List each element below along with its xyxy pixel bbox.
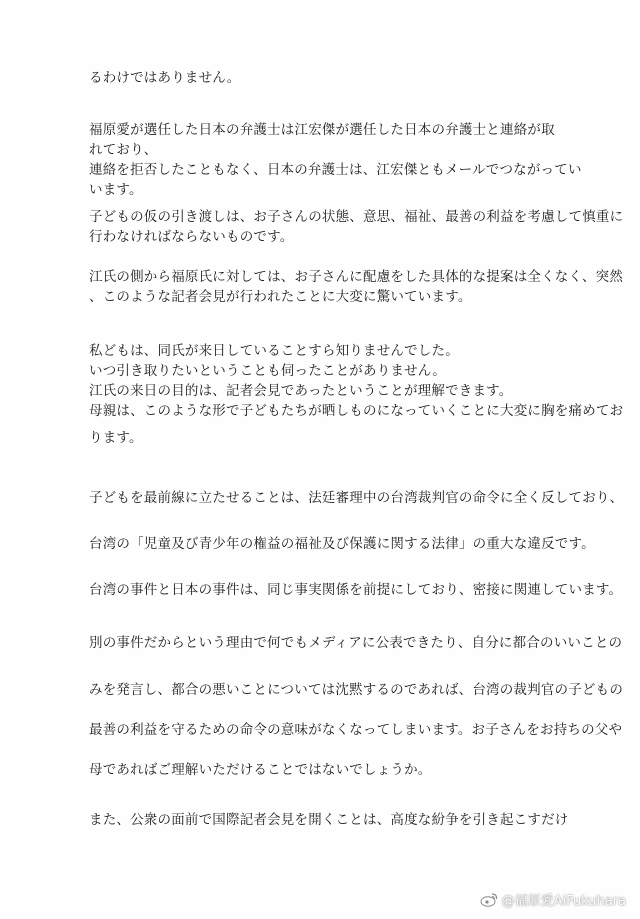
text-line: 母であればご理解いただけることではないでしょうか。 [89,762,432,778]
weibo-watermark [480,890,626,909]
text-line: 連絡を拒否したこともなく、日本の弁護士は、江宏傑ともメールでつながってい [89,162,582,178]
text-line: います。 [89,182,143,198]
text-line: 別の事件だからという理由で何でもメディアに公表できたり、自分に都合のいいことの [89,635,623,651]
text-line: 行わなければならないものです。 [89,229,294,245]
text-line: れており、 [89,142,158,158]
watermark-text: @福原愛AiFukuhara [501,894,626,909]
text-line: いつ引き取りたいということも伺ったことがありません。 [89,363,447,379]
text-line: 母親は、このような形で子どもたちが晒しものになっていくことに大変に胸を痛めてお [89,403,624,419]
text-line: また、公衆の面前で国際記者会見を開くことは、高度な紛争を引き起こすだけ [89,812,569,828]
text-line: 江氏の来日の目的は、記者会見であったということが理解できます。 [89,383,513,399]
text-line: 、このような記者会見が行われたことに大変に驚いています。 [89,289,472,305]
text-line: 台湾の事件と日本の事件は、同じ事実関係を前提にしており、密接に関連しています。 [89,582,623,598]
text-line: 福原愛が選任した日本の弁護士は江宏傑が選任した日本の弁護士と連絡が取 [89,122,555,138]
text-line: 台湾の「児童及び青少年の権益の福祉及び保護に関する法律」の重大な違反です。 [89,536,595,552]
text-line: ります。 [89,430,143,446]
text-line: 子どもを最前線に立たせることは、法廷審理中の台湾裁判官の命令に全く反しており、 [89,490,624,506]
text-line: 最善の利益を守るための命令の意味がなくなってしまいます。お子さんをお持ちの父や [89,722,623,738]
text-line: るわけではありません。 [89,70,241,86]
text-line: みを発言し、都合の悪いことについては沈黙するのであれば、台湾の裁判官の子どもの [89,682,624,698]
text-line: 子どもの仮の引き渡しは、お子さんの状態、意思、福祉、最善の利益を考慮して慎重に [89,209,624,225]
text-line: 江氏の側から福原氏に対しては、お子さんに配慮をした具体的な提案は全くなく、突然 [89,269,624,285]
weibo-icon [480,892,498,907]
text-line: 私どもは、同氏が来日していることすら知りませんでした。 [89,343,459,359]
